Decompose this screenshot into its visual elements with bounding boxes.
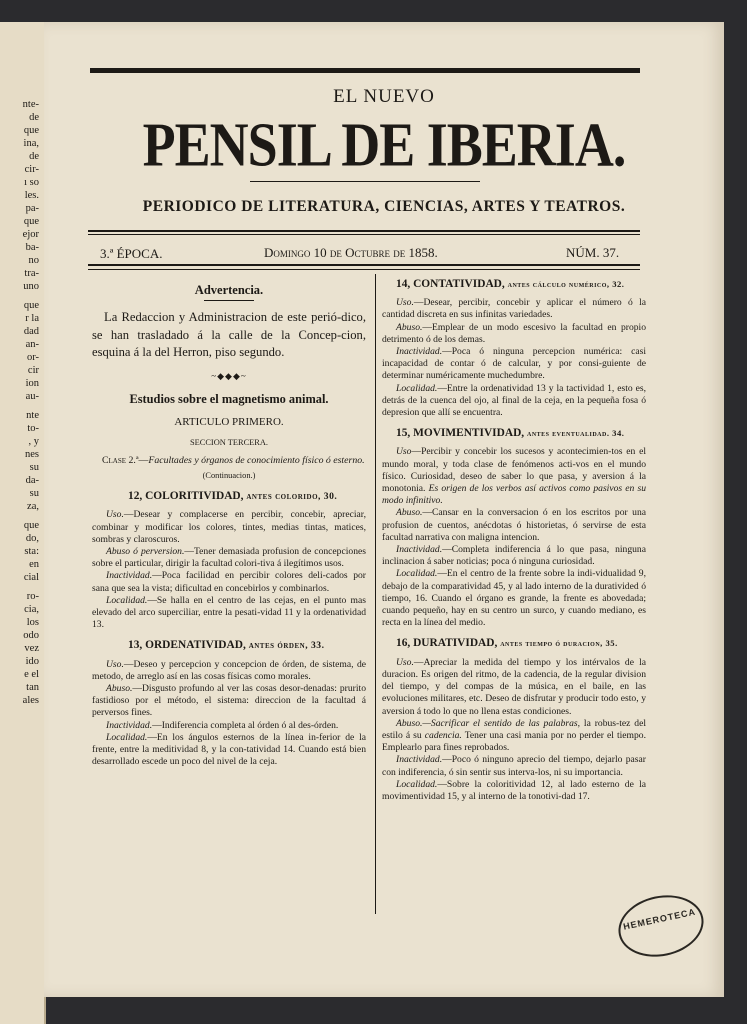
section-16-heading [382, 637, 646, 649]
section-12-uso: Uso.—Desear y complacerse en percibir, concebir, apreciar, combinar y modificar los colores, tintes, medias tintas, matices, sombras y claroscuros. [92, 509, 366, 545]
top-rule [90, 68, 640, 73]
prev-page-line: pa- [25, 203, 39, 214]
prev-page-line: da- [25, 475, 39, 486]
prev-page-line: ion [25, 378, 39, 389]
masthead-title: PENSIL DE IBERIA. [142, 110, 626, 180]
section-14-uso: Uso.—Desear, percibir, concebir y aplicar el número ó la cantidad discreta en sus infinitas variedades. [382, 297, 646, 321]
prev-page-line: au- [25, 391, 39, 402]
section-16-localidad: Localidad.—Sobre la coloritividad 12, al lado esterno de la movimentividad 15, y al interno de la tonotivi-dad 17. [382, 778, 646, 802]
dateline-bottom-rule [88, 264, 640, 266]
section-head: SECCION TERCERA. [189, 437, 269, 447]
prev-page-line: de [29, 151, 39, 162]
prev-page-line: r la [25, 313, 39, 324]
section-16-subtitle: antes tiempo ó duracion, 35. [500, 638, 618, 649]
dateline-epoch: 3.ª ÉPOCA. [100, 246, 163, 261]
dateline-top-rule-thin [88, 234, 640, 235]
dateline-bottom-rule-thin [88, 269, 640, 270]
section-12-localidad: Localidad.—Se halla en el centro de las cejas, en el punto mas elevado del arco superciliar, entre la pesati-vidad 11 y la ordenatividad 13. [92, 594, 366, 631]
prev-page-line: su [29, 488, 39, 499]
prev-page-line: cir- [24, 164, 39, 175]
prev-page-line: tan [26, 682, 39, 693]
masthead-subtitle: PERIODICO DE LITERATURA, CIENCIAS, ARTES Y TEATROS. [142, 198, 626, 215]
section-14-title: 14, CONTATIVIDAD, [396, 278, 505, 290]
dateline-number: NÚM. 37. [566, 245, 620, 260]
notice-text: La Redaccion y Administracion de este perió-dico, se han trasladado á la calle de la Concep-cion, esquina á la del Herron, piso segundo. [92, 310, 366, 360]
stamp-text: HEMEROTECA [622, 906, 697, 932]
section-16-title: 16, DURATIVIDAD, [396, 637, 498, 650]
column-divider [375, 274, 376, 914]
clase-text: Facultades y órganos de conocimiento físico ó esterno. [148, 454, 365, 466]
prev-page-line: que [23, 520, 39, 531]
prev-page-line: nte [26, 410, 39, 421]
prev-page-line: za, [27, 501, 39, 512]
dateline-top-rule [88, 230, 640, 232]
section-15-localidad: Localidad.—En el centro de la frente sobre la indi-vidualidad 9, debajo de la comparatividad 45, y al lado interno de la durativided ó tiempo, 16. Cuando el órgano es grande, la frente es abovedada; cuando pequeño, hay en su centro un surco, y cuando mediano, es recta en la línea del medio. [382, 568, 646, 629]
prev-page-line: sta: [24, 546, 39, 557]
section-15-uso: Uso—Percibir y concebir los sucesos y acontecimien-tos en el mundo moral, y toda clase de fenómenos acti-vos en el mundo físico. Curiosidad, deseo de saber lo que pasa, y aversion á la monotonia. Es origen de los verbos así activos como pasivos en su modo infinitivo. [382, 446, 646, 507]
newspaper-page [44, 22, 724, 997]
prev-page-line: cir [27, 365, 39, 376]
section-14-heading [382, 278, 646, 290]
previous-page-margin [0, 22, 46, 1024]
prev-page-line: ina, [23, 138, 39, 149]
dateline-date: Domingo 10 de Octubre de 1858. [264, 245, 438, 260]
prev-page-line: e el [24, 669, 39, 680]
prev-page-line: ejor [22, 229, 39, 240]
section-12-heading [92, 490, 366, 503]
prev-page-line: nte- [22, 99, 39, 110]
prev-page-line: nes [25, 449, 39, 460]
masthead-pretitle: EL NUEVO [333, 86, 435, 107]
section-14-abuso: Abuso.—Emplear de un modo escesivo la facultad en propio detrimento ó de los demas. [382, 321, 646, 345]
prev-page-line: ales [22, 695, 39, 706]
prev-page-line: cial [23, 572, 39, 583]
section-16-abuso: Abuso.—Sacrificar el sentido de las palabras, la robus-tez del estilo á su cadencia. Tener una casi mania por no perder el tiempo. Emplearlo para fines reprobados. [382, 717, 646, 754]
prev-page-line: dad [23, 326, 39, 337]
prev-page-line: su [29, 462, 39, 473]
clase-line [92, 455, 366, 467]
prev-page-line: que [23, 216, 39, 227]
section-16-inactividad: Inactividad.—Poco ó ninguno aprecio del tiempo, dejarlo pasar con indiferencia, ó sin sentir sus interva-los, ni su importancia. [382, 754, 646, 778]
notice-title-rule [204, 300, 254, 301]
prev-page-line: en [29, 559, 39, 570]
section-12-title: 12, COLORITIVIDAD, [128, 490, 244, 503]
section-13-inactividad: Inactividad.—Indiferencia completa al órden ó al des-órden. [106, 719, 339, 731]
section-16-uso: Uso.—Apreciar la medida del tiempo y los intérvalos de la duracion. Es origen del ritmo, de la cadencia, de la regular division del tiempo, y del compas de la música, en el baile, en las evoluciones militares, etc. Deseo de disfrutar y producir todo esto, y aversion á todo lo que no llena estas condiciones. [382, 656, 646, 717]
prev-page-line: tra- [24, 268, 39, 279]
left-column [92, 284, 366, 768]
prev-page-line: odo [23, 630, 39, 641]
section-15-title: 15, MOVIMENTIVIDAD, [396, 427, 525, 440]
clase-label: Clase 2.ª— [102, 454, 149, 466]
prev-page-line: an- [25, 339, 39, 350]
article-title: Estudios sobre el magnetismo animal. [129, 391, 329, 406]
prev-page-line: que [23, 125, 39, 136]
prev-page-line: do, [25, 533, 39, 544]
prev-page-line: de [29, 112, 39, 123]
prev-page-line: , y [28, 436, 39, 447]
title-underline [250, 181, 480, 182]
continuation-note: (Continuacion.) [202, 471, 256, 481]
section-15-abuso: Abuso.—Cansar en la conversacion ó en los escritos por una profusion de cuentos, anécdotas ó historietas, ó servirse de esta facultad narrativa con maligna intencion. [382, 507, 646, 543]
section-12-inactividad: Inactividad.—Poca facilidad en percibir colores deli-cados por sana que sea la vista; dificultad en concebirlos y combinarlos. [92, 570, 366, 594]
section-12-abuso: Abuso ó perversion.—Tener demasiada profusion de concepciones sobre el particular, dirigir la facultad colori-tiva á ilegítimos usos. [92, 546, 366, 570]
section-15-inactividad: Inactividad.—Completa indiferencia á lo que pasa, ninguna inclinacion á saber noticias; poca ó ninguna curiosidad. [382, 544, 646, 568]
prev-page-line: que [23, 300, 39, 311]
section-13-uso: Uso.—Deseo y percepcion y concepcion de órden, de sistema, de metodo, de arreglo así en las cosas físicas como morales. [92, 658, 366, 682]
prev-page-line: los [26, 617, 39, 628]
right-column [382, 278, 646, 803]
prev-page-line: to- [27, 423, 39, 434]
section-13-abuso: Abuso.—Disgusto profundo al ver las cosas desor-denadas: prurito fastidioso por el método, el sistema: direccion de la facultad á perversos fines. [92, 683, 366, 719]
section-15-subtitle: antes eventualidad. 34. [527, 428, 625, 439]
section-13-title: 13, ORDENATIVIDAD, [128, 639, 246, 652]
section-13-heading [92, 639, 366, 652]
prev-page-line: les. [24, 190, 39, 201]
section-14-subtitle: antes cálculo numérico, 32. [507, 279, 625, 289]
ornament: ~◆◆◆~ [211, 370, 247, 381]
section-12-subtitle: antes colorido, 30. [246, 491, 338, 503]
prev-page-line: ı so [24, 177, 39, 188]
prev-page-line: no [28, 255, 39, 266]
section-13-subtitle: antes órden, 33. [248, 640, 325, 652]
section-14-inactividad: Inactividad.—Poca ó ninguna percepcion numérica: casi incapacidad de contar ó de calcular, y por consi-guiente de determinar numéricamente muchedumbre. [382, 346, 646, 382]
prev-page-line: uno [23, 281, 39, 292]
notice-title: Advertencia. [194, 283, 264, 297]
article-head: ARTICULO PRIMERO. [174, 416, 284, 429]
section-14-localidad: Localidad.—Entre la ordenatividad 13 y la tactividad 1, esto es, detrás de la cuenca del ojo, al final de la ceja, en la pequeña fosa ó depresion que allí se encuentra. [382, 382, 646, 419]
prev-page-line: ro- [26, 591, 39, 602]
prev-page-line: ido [25, 656, 39, 667]
prev-page-line: vez [24, 643, 39, 654]
section-15-heading [382, 427, 646, 439]
section-13-localidad: Localidad.—En los ángulos esternos de la línea in-ferior de la frente, entre la meditividad 8, y la con-tatividad 14. Cuando está bien desarrollado escede un poco del nivel de la ceja. [92, 731, 366, 768]
prev-page-line: cia, [24, 604, 39, 615]
prev-page-line: or- [26, 352, 39, 363]
prev-page-line: ba- [25, 242, 39, 253]
